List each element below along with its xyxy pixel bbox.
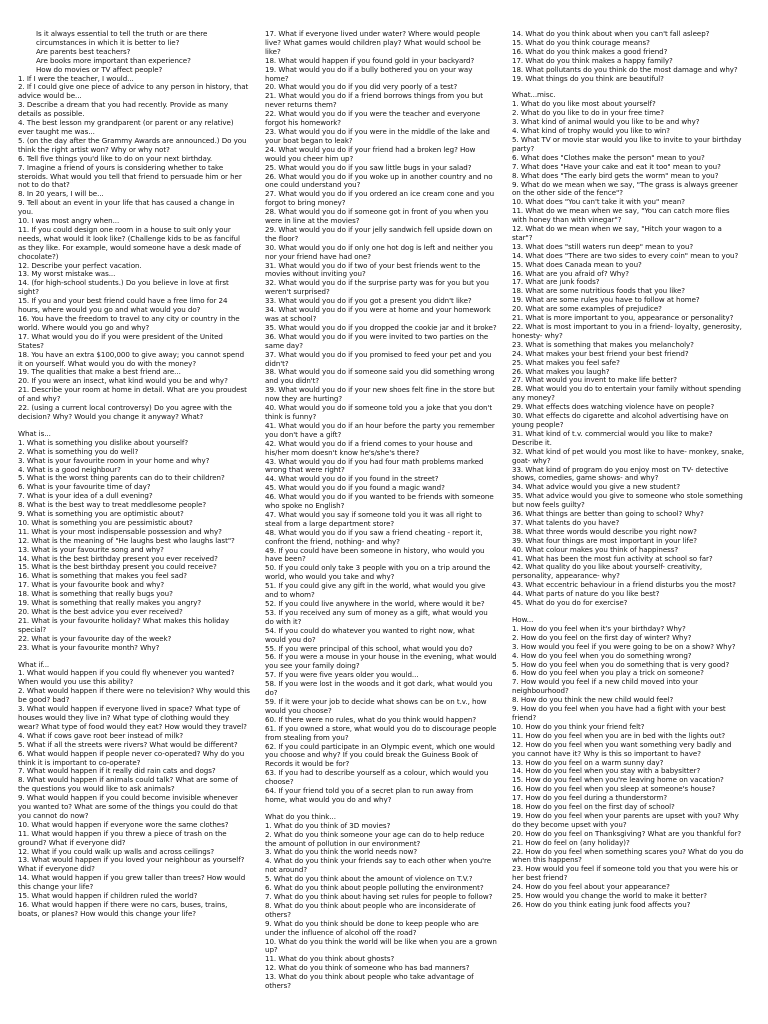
- question-line: 14. (for high-school students.) Do you believe in love at first sight?: [18, 278, 229, 297]
- question-line: 22. What would you do if you were the teacher and everyone forgot his homework?: [265, 109, 481, 128]
- question-line: 21. What is your favourite holiday? What makes this holiday special?: [18, 615, 229, 634]
- question-line: 17. What if everyone lived under water? Where would people live? What games would children play? What would school be like?: [265, 29, 481, 56]
- question-line: 9. How do you feel when you have had a fight with your best friend?: [512, 704, 726, 722]
- question-line: 3. What kind of animal would you like to be and why?: [512, 117, 700, 127]
- column-1: [18, 30, 250, 919]
- section-heading: What is...: [18, 428, 51, 438]
- question-line: 8. What would happen if animals could talk? What are some of the questions you would like to ask animals?: [18, 775, 238, 794]
- question-line: 4. What kind of trophy would you like to win?: [512, 126, 670, 136]
- question-line: 55. If you were principal of this school, what would you do?: [265, 643, 473, 653]
- question-line: 18. How do you feel on the first day of school?: [512, 802, 675, 812]
- section-heading: What do you think...: [265, 811, 336, 821]
- question-line: 6. How do you feel when you play a trick on someone?: [512, 668, 704, 678]
- question-line: 4. What do you think your friends say to each other when you're not around?: [265, 856, 492, 875]
- question-line: 18. You have an extra $100,000 to give away; you cannot spend it on yourself. What would you do with the money?: [18, 349, 245, 368]
- question-line: 36. What would you do if you were invited to two parties on the same day?: [265, 331, 489, 350]
- question-line: 8. What do you think about people who are inconsiderate of others?: [265, 900, 476, 919]
- question-line: 16. What would happen if there were no cars, buses, trains, boats, or planes? How would this change your life?: [18, 900, 228, 918]
- question-line: 27. What would you invent to make life better?: [512, 375, 677, 385]
- question-line: 5. (on the day after the Grammy Awards are announced.) Do you think the right artist won? Why or why not?: [18, 135, 247, 154]
- question-line: 45. What would you do if you found a magic wand?: [265, 483, 445, 493]
- question-line: 30. What effects do cigarette and alcohol advertising have on young people?: [512, 411, 729, 429]
- question-line: 64. If your friend told you of a secret plan to run away from home, what would you do and why?: [265, 786, 474, 804]
- question-line: 6. Tell five things you'd like to do on your next birthday.: [18, 153, 213, 163]
- question-line: 56. If you were a mouse in your house in the evening, what would you see your family doing?: [265, 652, 497, 671]
- question-line: 9. What is something you are optimistic about?: [18, 509, 184, 519]
- question-line: 42. What quality do you like about yourself- creativity, personality, appearance- why?: [512, 562, 703, 581]
- section-gap: [18, 422, 250, 430]
- question-line: 2. What would happen if there were no television? Why would this be good? bad?: [18, 686, 250, 705]
- question-line: 15. How do you feel when you're leaving home on vacation?: [512, 775, 724, 785]
- question-line: 10. I was most angry when...: [18, 216, 120, 226]
- question-line: 12. What if you could walk up walls and across ceilings?: [18, 846, 215, 856]
- question-line: 16. You have the freedom to travel to any city or country in the world. Where would you go and why?: [18, 314, 240, 332]
- question-line: 4. How do you feel when you do something wrong?: [512, 650, 692, 660]
- question-line: 1. What would happen if you could fly whenever you wanted? When would you use this ability?: [18, 668, 235, 687]
- question-line: 17. What do you think makes a happy family?: [512, 55, 673, 65]
- question-line: 50. If you could only take 3 people with you on a trip around the world, who would you take and why?: [265, 563, 491, 582]
- question-line: 25. How would you change the world to make it better?: [512, 891, 707, 901]
- question-line: 13. What do you think about people who take advantage of others?: [265, 972, 474, 991]
- question-line: 57. If you were five years older you would...: [265, 670, 419, 680]
- question-line: 40. What would you do if someone told you a joke that you don't think is funny?: [265, 403, 493, 421]
- question-line: 23. What is your favourite month? Why?: [18, 642, 160, 652]
- question-line: 21. What would you do if a friend borrows things from you but never returns them?: [265, 91, 483, 110]
- question-line: 41. What has been the most fun activity at school so far?: [512, 553, 713, 563]
- question-line: 25. What makes you feel safe?: [512, 357, 620, 367]
- question-line: 2. What do you think someone your age can do to help reduce the amount of pollution in our environment?: [265, 829, 485, 848]
- question-line: 9. What do you think should be done to keep people who are under the influence of alcohol off the road?: [265, 918, 479, 937]
- question-line: Are parents best teachers?: [36, 46, 131, 56]
- question-line: 17. What would you do if you were president of the United States?: [18, 331, 223, 350]
- question-line: 11. What do you think about ghosts?: [265, 954, 395, 964]
- question-line: 33. What kind of program do you enjoy most on TV- detective shows, comedies, game shows- and why?: [512, 464, 729, 483]
- question-line: 46. What would you do if you wanted to be friends with someone who spoke no English?: [265, 492, 494, 511]
- question-line: 23. What would you do if you were in the middle of the lake and your boat began to leak?: [265, 126, 490, 145]
- question-line: 1. What do you like most about yourself?: [512, 99, 656, 109]
- question-line: 10. What is something you are pessimistic about?: [18, 517, 193, 527]
- question-line: 3. What is your favourite room in your home and why?: [18, 455, 210, 465]
- question-line: 14. What would happen if you grew taller than trees? How would this change your life?: [18, 873, 246, 892]
- column-3: [512, 30, 744, 910]
- question-line: 32. What kind of pet would you most like to have- monkey, snake, goat- why?: [512, 446, 744, 465]
- question-line: 22. What is your favourite day of the week?: [18, 633, 172, 643]
- question-line: 7. What does "Have your cake and eat it too" mean to you?: [512, 161, 721, 171]
- question-line: 31. What kind of t.v. commercial would you like to make? Describe it.: [512, 428, 713, 447]
- question-line: 1. If I were the teacher, I would...: [18, 73, 134, 83]
- question-line: 26. What would you do if you woke up in another country and no one could understand you?: [265, 171, 493, 190]
- question-line: 19. The qualities that make a best friend are...: [18, 367, 181, 377]
- question-line: 38. What three words would describe you right now?: [512, 526, 697, 536]
- question-line: 13. What would happen if you loved your neighbour as yourself? What if everyone did?: [18, 855, 245, 874]
- question-line: 12. What do you think of someone who has bad manners?: [265, 963, 470, 973]
- question-line: 33. What would you do if you got a present you didn't like?: [265, 296, 472, 306]
- question-line: 42. What would you do if a friend comes to your house and his/her mom doesn't know he's/she's there?: [265, 438, 473, 457]
- question-line: 17. What are junk foods?: [512, 277, 600, 287]
- question-line: 20. How do you feel on Thanksgiving? What are you thankful for?: [512, 828, 742, 838]
- question-line: 8. In 20 years, I will be...: [18, 189, 104, 199]
- question-line: 3. How would you feel if you were going to be on a show? Why?: [512, 641, 736, 651]
- section-gap: [512, 608, 744, 616]
- question-line: 52. If you could live anywhere in the world, where would it be?: [265, 599, 485, 608]
- question-line: 34. What advice would you give a new student?: [512, 482, 681, 492]
- question-line: 62. If you could participate in an Olympic event, which one would you choose and why? If you could break the Guiness Book of Records it would be for?: [265, 741, 495, 769]
- question-line: 11. What would happen if you threw a piece of trash on the ground? What if everyone did?: [18, 828, 227, 847]
- question-line: 26. What makes you laugh?: [512, 366, 610, 376]
- question-line: 10. What does "You can't take it with you" mean?: [512, 197, 686, 207]
- question-line: 13. My worst mistake was...: [18, 269, 116, 279]
- question-line: 17. What is your favourite book and why?: [18, 580, 165, 590]
- question-line: 4. What if cows gave root beer instead of milk?: [18, 730, 184, 740]
- question-line: 14. What is the best birthday present you ever received?: [18, 553, 218, 563]
- question-line: 2. How do you feel on the first day of winter? Why?: [512, 632, 692, 642]
- question-line: 28. What would you do if someone got in front of you when you were in line at the movies?: [265, 207, 489, 226]
- question-line: 10. How do you think your friend felt?: [512, 721, 645, 731]
- question-line: 12. Describe your perfect vacation.: [18, 260, 142, 270]
- question-line: 53. If you received any sum of money as a gift, what would you do with it?: [265, 607, 488, 626]
- question-line: 37. What would you do if you promised to feed your pet and you didn't?: [265, 349, 492, 368]
- question-line: 60. If there were no rules, what do you think would happen?: [265, 714, 477, 724]
- question-line: 5. What if all the streets were rivers? What would be different?: [18, 739, 238, 749]
- question-line: 43. What would you do if you had four math problems marked wrong that were right?: [265, 456, 484, 475]
- question-line: 59. If it were your job to decide what shows can be on t.v., how would you choose?: [265, 696, 487, 715]
- question-line: Are books more important than experience?: [36, 55, 191, 65]
- question-line: 5. How do you feel when you do something that is very good?: [512, 659, 730, 669]
- question-line: 48. What would you do if you saw a friend cheating - report it, confront the friend, nothing- and why?: [265, 527, 483, 546]
- question-line: 4. The best lesson my grandparent (or parent or any relative) ever taught me was...: [18, 118, 234, 136]
- question-line: 8. How do you think the new child would feel?: [512, 695, 674, 705]
- question-line: 14. What does "There are two sides to every coin" mean to you?: [512, 250, 739, 260]
- section-heading: What...misc.: [512, 90, 556, 100]
- question-line: 13. What does "still waters run deep" mean to you?: [512, 241, 694, 251]
- question-line: 63. If you had to describe yourself as a colour, which would you choose?: [265, 768, 489, 787]
- question-line: 19. What is something that really makes you angry?: [18, 598, 202, 608]
- question-line: 6. What does "Clothes make the person" mean to you?: [512, 152, 705, 162]
- question-line: 1. What do you think of 3D movies?: [265, 820, 391, 830]
- question-line: 24. What would you do if your friend had a broken leg? How would you cheer him up?: [265, 144, 476, 163]
- question-line: 36. What things are better than going to school? Why?: [512, 509, 704, 519]
- question-line: 45. What do you do for exercise?: [512, 598, 628, 608]
- question-line: 15. What is the best birthday present you could receive?: [18, 562, 217, 572]
- question-line: 39. What four things are most important in your life?: [512, 535, 697, 545]
- question-line: 25. What would you do if you saw little bugs in your salad?: [265, 162, 472, 172]
- question-line: 24. How do you feel about your appearance?: [512, 882, 670, 892]
- question-line: 15. What do you think courage means?: [512, 37, 650, 47]
- question-line: 23. What is something that makes you melancholy?: [512, 339, 694, 349]
- question-line: 19. How do you feel when your parents are upset with you? Why do they become upset with you?: [512, 810, 739, 829]
- question-line: 61. If you owned a store, what would you do to discourage people from stealing from you?: [265, 723, 497, 742]
- question-line: 21. How do feel on (any holiday)?: [512, 837, 630, 847]
- question-line: 18. What would happen if you found gold in your backyard?: [265, 55, 475, 65]
- question-line: 43. What eccentric behaviour in a friend disturbs you the most?: [512, 580, 736, 590]
- question-line: 28. What would you do to entertain your family without spending any money?: [512, 384, 741, 403]
- question-line: 24. What makes your best friend your best friend?: [512, 348, 689, 358]
- question-line: 16. What do you think makes a good friend?: [512, 46, 668, 56]
- question-line: 17. How do you feel during a thunderstorm?: [512, 793, 668, 803]
- question-line: 32. What would you do if the surprise party was for you but you weren't surprised?: [265, 278, 489, 297]
- question-line: 16. How do you feel when you sleep at someone's house?: [512, 784, 716, 794]
- question-line: 3. What do you think the world needs now?: [265, 847, 418, 857]
- question-line: 11. What is your most indispensable possession and why?: [18, 526, 222, 536]
- question-line: 6. What do you think about people polluting the environment?: [265, 883, 484, 893]
- question-line: 12. How do you feel when you want something very badly and you cannot have it? Why is this so important to have?: [512, 739, 732, 758]
- question-line: 2. What is something you do well?: [18, 446, 139, 456]
- question-line: 31. What would you do if two of your best friends went to the movies without inviting you?: [265, 260, 481, 279]
- question-line: 3. Describe a dream that you had recently. Provide as many details as possible.: [18, 100, 228, 119]
- column-2: [265, 30, 497, 991]
- question-line: 34. What would you do if you were at home and your homework was at school?: [265, 305, 491, 323]
- question-line: 15. If you and your best friend could have a free limo for 24 hours, where would you go and what would you do?: [18, 296, 228, 315]
- question-line: 54. If you could do whatever you wanted to right now, what would you do?: [265, 625, 475, 644]
- question-line: 5. What TV or movie star would you like to invite to your birthday party?: [512, 134, 742, 153]
- question-line: 58. If you were lost in the woods and it got dark, what would you do?: [265, 679, 493, 698]
- question-line: 20. What would you do if you did very poorly of a test?: [265, 82, 458, 92]
- question-line: 15. What would happen if children ruled the world?: [18, 891, 198, 901]
- question-line: 40. What colour makes you think of happiness?: [512, 544, 679, 554]
- question-line: 6. What is your favourite time of day?: [18, 482, 151, 492]
- question-line: 7. What would happen if it really did rain cats and dogs?: [18, 766, 216, 776]
- question-line: 12. What do we mean when we say, "Hitch your wagon to a star"?: [512, 224, 722, 242]
- question-line: 7. How would you feel if a new child moved into your neighbourhood?: [512, 677, 698, 696]
- question-line: 7. What do you think about having set rules for people to follow?: [265, 892, 493, 901]
- question-line: 30. What would you do if only one hot dog is left and neither you nor your friend have had one?: [265, 242, 493, 261]
- question-line: 22. What is most important to you in a friend- loyalty, generosity, honesty- why?: [512, 322, 742, 340]
- question-line: 44. What parts of nature do you like best?: [512, 589, 660, 599]
- question-line: 35. What would you do if you dropped the cookie jar and it broke?: [265, 322, 497, 332]
- question-line: 47. What would you say if someone told you it was all right to steal from a large department store?: [265, 509, 482, 528]
- question-line: 13. What is your favourite song and why?: [18, 544, 164, 554]
- question-line: 18. What are some nutritious foods that you like?: [512, 286, 685, 296]
- question-line: 20. What are some examples of prejudice?: [512, 304, 662, 314]
- question-line: 8. What is the best way to treat meddlesome people?: [18, 500, 207, 510]
- question-line: 16. What is something that makes you feel sad?: [18, 571, 188, 581]
- question-line: 2. What do you like to do in your free time?: [512, 108, 664, 118]
- question-line: 10. What do you think the world will be like when you are a grown up?: [265, 936, 497, 955]
- question-line: 2. If I could give one piece of advice to any person in history, that advice would be...: [18, 82, 249, 101]
- question-line: 49. If you could have been someone in history, who would you have been?: [265, 545, 485, 564]
- question-line: 5. What do you think about the amount of violence on T.V.?: [265, 874, 473, 884]
- question-line: 38. What would you do if someone said you did something wrong and you didn't?: [265, 367, 495, 386]
- question-line: 4. What is a good neighbour?: [18, 464, 121, 474]
- question-line: 35. What advice would you give to someone who stole something but now feels guilty?: [512, 491, 743, 510]
- question-line: 11. What do we mean when we say, "You can catch more flies with honey than with vinegar"?: [512, 206, 730, 225]
- question-line: 23. How would you feel if someone told you that you were his or her best friend?: [512, 864, 739, 883]
- section-heading: What if...: [18, 659, 50, 669]
- question-line: 37. What talents do you have?: [512, 517, 620, 527]
- question-line: 7. What is your idea of a dull evening?: [18, 491, 153, 501]
- question-line: How do movies or TV affect people?: [36, 64, 163, 74]
- section-heading: How...: [512, 615, 534, 624]
- question-line: 9. Tell about an event in your life that has caused a change in you.: [18, 198, 235, 217]
- question-line: 16. What are you afraid of? Why?: [512, 268, 630, 278]
- question-line: 15. What does Canada mean to you?: [512, 259, 642, 269]
- question-line: 22. (using a current local controversy) Do you agree with the decision? Why? Would you change it anyway? What?: [18, 403, 232, 421]
- question-line: 1. How do you feel when it's your birthday? Why?: [512, 623, 686, 633]
- question-line: 21. Describe your room at home in detail. What are you proudest of and why?: [18, 385, 247, 404]
- question-line: 22. How do you feel when something scares you? What do you do when this happens?: [512, 846, 744, 865]
- question-line: 8. What does "The early bird gets the worm" mean to you?: [512, 170, 719, 180]
- question-line: 19. What would you do if a bully bothered you on your way home?: [265, 64, 473, 83]
- question-line: 14. What do you think about when you can't fall asleep?: [512, 29, 710, 38]
- question-line: 12. What is the meaning of "He laughs best who laughs last"?: [18, 535, 235, 545]
- question-line: 39. What would you do if your new shoes felt fine in the store but now they are hurting?: [265, 385, 495, 404]
- question-line: 41. What would you do if an hour before the party you remember you don't have a gift?: [265, 420, 495, 439]
- question-line: 21. What is more important to you, appearance or personality?: [512, 313, 734, 323]
- question-line: 14. How do you feel when you stay with a babysitter?: [512, 766, 701, 776]
- question-line: 44. What would you do if you found in the street?: [265, 474, 439, 484]
- question-line: 3. What would happen if everyone lived in space? What type of houses would they live in? What type of clothing would they wear? What type of food would they eat? How would they travel?: [18, 704, 247, 731]
- question-line: 1. What is something you dislike about yourself?: [18, 437, 189, 447]
- question-line: 18. What pollutants do you think do the most damage and why?: [512, 64, 738, 74]
- question-line: 20. What is the best advice you ever received?: [18, 607, 183, 616]
- question-line: 18. What is something that really bugs you?: [18, 589, 173, 599]
- section-gap: [18, 653, 250, 661]
- question-line: 51. If you could give any gift in the world, what would you give and to whom?: [265, 581, 486, 600]
- question-line: 6. What would happen if people never co-operated? Why do you think it is important to co-operate?: [18, 748, 245, 767]
- question-line: 19. What are some rules you have to follow at home?: [512, 295, 700, 305]
- question-line: 27. What would you do if you ordered an ice cream cone and you forgot to bring money?: [265, 189, 495, 208]
- question-line: 13. How do you feel on a warm sunny day?: [512, 757, 664, 767]
- question-line: 10. What would happen if everyone wore the same clothes?: [18, 819, 229, 829]
- question-line: Is it always essential to tell the truth or are there circumstances in which it is better to lie?: [36, 29, 208, 47]
- question-line: 11. If you could design one room in a house to suit only your needs, what would it look like? (Challenge kids to be as fanciful as they like. For example, would someone have a desk made of chocolate?): [18, 224, 241, 261]
- question-line: 29. What would you do if your jelly sandwich fell upside down on the floor?: [265, 224, 493, 243]
- question-line: 11. How do you feel when you are in bed with the lights out?: [512, 730, 726, 740]
- question-line: 19. What things do you think are beautiful?: [512, 73, 664, 83]
- question-line: 9. What do we mean when we say, "The grass is always greener on the other side of the fence"?: [512, 179, 738, 198]
- question-line: 29. What effects does watching violence have on people?: [512, 402, 715, 412]
- question-line: 9. What would happen if you could become invisible whenever you wanted to? What are some of the things you could do that you cannot do now?: [18, 793, 238, 820]
- question-line: 26. How do you think eating junk food affects you?: [512, 900, 691, 909]
- question-line: 20. If you were an insect, what kind would you be and why?: [18, 376, 228, 386]
- question-line: 7. Imagine a friend of yours is considering whether to take steroids. What would you tell that friend to persuade him or her not to do that?: [18, 162, 242, 190]
- question-line: 5. What is the worst thing parents can do to their children?: [18, 473, 225, 483]
